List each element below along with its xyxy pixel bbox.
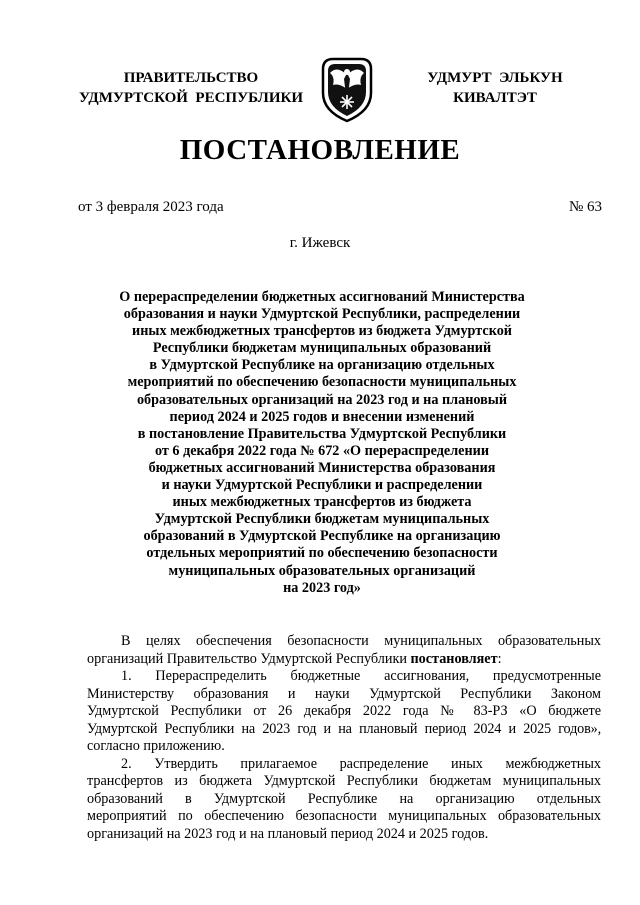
item1-line: Министерству образования и науки Удмуртской Республики Законом <box>87 685 601 702</box>
title-line: бюджетных ассигнований Министерства образования <box>148 459 496 476</box>
document-city: г. Ижевск <box>289 235 351 251</box>
preamble-line <box>87 651 601 669</box>
title-line: муниципальных образовательных организаций <box>168 562 476 579</box>
item2-line: организаций на 2023 год и на плановый период 2024 и 2025 годов. <box>87 825 489 842</box>
udmurt-coat-of-arms-icon <box>317 55 377 123</box>
issuer-udmurt-line: УДМУРТ ЭЛЬКУН <box>427 70 563 86</box>
item1-line: Удмуртской Республики от 26 декабря 2022 года № 83-РЗ «О бюджете <box>87 703 601 719</box>
item1-line: Удмуртской Республики на 2023 год и на плановый период 2024 и 2025 годов», <box>87 720 601 737</box>
preamble-keyword: постановляет <box>410 650 498 667</box>
title-line: образовательных организаций на 2023 год и на плановый <box>136 391 508 408</box>
title-line: О перераспределении бюджетных ассигнований Министерства <box>119 289 525 305</box>
item2-line: трансфертов из бюджета Удмуртской Республики бюджетам муниципальных <box>87 773 601 789</box>
title-line: отдельных мероприятий по обеспечению безопасности <box>146 545 498 562</box>
preamble-colon: : <box>497 650 502 667</box>
item2-line: мероприятий по обеспечению безопасности муниципальных образовательных <box>87 808 601 824</box>
title-line: на 2023 год» <box>283 579 361 596</box>
preamble-text: организаций Правительство Удмуртской Республики <box>87 650 411 667</box>
title-line: и науки Удмуртской Республики и распределении <box>161 477 483 494</box>
title-line: мероприятий по обеспечению безопасности муниципальных <box>127 374 517 391</box>
title-line: в постановление Правительства Удмуртской Республики <box>137 425 507 442</box>
item1-line: 1. Перераспределить бюджетные ассигнования, предусмотренные <box>121 668 601 684</box>
title-line: иных межбюджетных трансфертов из бюджета Удмуртской <box>132 323 512 340</box>
issuer-russian-line: УДМУРТСКОЙ РЕСПУБЛИКИ <box>78 90 304 106</box>
title-line: иных межбюджетных трансфертов из бюджета <box>172 494 472 511</box>
preamble-line: В целях обеспечения безопасности муниципальных образовательных <box>121 633 601 649</box>
title-line: образования и науки Удмуртской Республики, распределении <box>123 306 521 323</box>
issuer-russian-line: ПРАВИТЕЛЬСТВО <box>123 70 259 86</box>
issuer-udmurt <box>384 68 606 108</box>
issuer-udmurt-line: КИВАЛТЭТ <box>453 90 537 106</box>
document-date: от 3 февраля 2023 года <box>78 199 224 215</box>
document-type-heading: ПОСТАНОВЛЕНИЕ <box>179 134 461 166</box>
item2-line: 2. Утвердить прилагаемое распределение иных межбюджетных <box>121 755 601 772</box>
title-line: образований в Удмуртской Республике на организацию <box>143 528 501 545</box>
title-line: в Удмуртской Республике на организацию отдельных <box>149 357 495 374</box>
title-line: период 2024 и 2025 годов и внесении изменений <box>169 408 475 425</box>
document-title <box>85 289 559 597</box>
item1-line: согласно приложению. <box>87 738 225 754</box>
item2-line: образований в Удмуртской Республике на организацию отдельных <box>87 790 601 807</box>
title-line: от 6 декабря 2022 года № 672 «О перераспределении <box>155 442 489 459</box>
document-number: № 63 <box>568 199 602 215</box>
title-line: Республики бюджетам муниципальных образований <box>152 340 492 357</box>
title-line: Удмуртской Республики бюджетам муниципальных <box>154 511 490 528</box>
issuer-russian <box>60 68 322 108</box>
document-body <box>87 633 601 843</box>
